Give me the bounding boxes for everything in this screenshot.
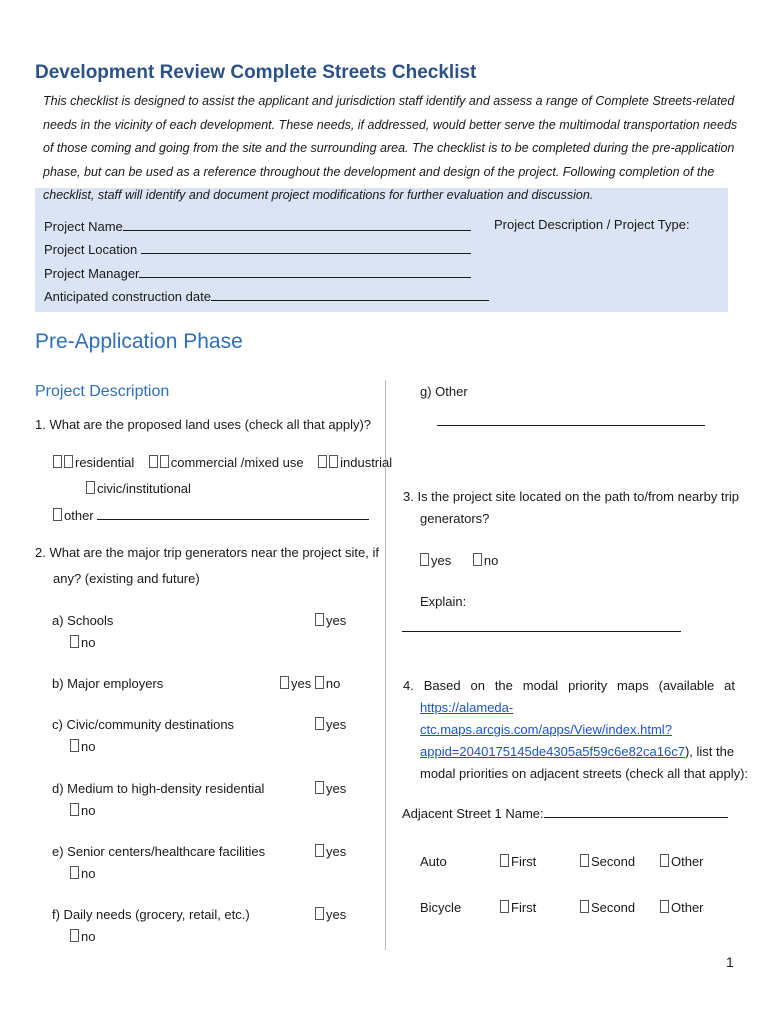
other-label: Other [671,900,704,915]
option-industrial[interactable] [318,455,392,470]
mode-name: Bicycle [420,900,462,915]
modal-map-link[interactable]: appid=2040175145de4305a5f59c6e82ca16c7 [420,744,685,759]
q4-line: modal priorities on adjacent streets (check all that apply): [420,766,749,781]
yes-option[interactable] [280,676,311,691]
section-title: Pre-Application Phase [35,330,243,353]
checkbox[interactable] [53,508,62,521]
checkbox[interactable] [315,781,324,794]
option-label: civic/institutional [97,481,191,496]
trip-generator-item [52,904,250,948]
q4-tail: ), list the [684,744,735,759]
trip-generator-item [52,610,113,654]
q4-line [403,675,735,697]
question-2 [35,542,379,590]
checkbox[interactable] [580,854,589,867]
q2-line: 2. What are the major trip generators near the project site, if [35,545,379,560]
checkbox[interactable] [329,455,338,468]
item-label: e) Senior centers/healthcare facilities [52,844,266,859]
intro-paragraph [43,90,738,208]
checkbox[interactable] [420,553,429,566]
no-option[interactable] [473,553,498,568]
yes-label: yes [431,553,452,568]
other-generator-line[interactable] [437,425,705,426]
question-1: 1. What are the proposed land uses (check all that apply)? [35,417,372,432]
yes-option[interactable] [315,610,346,632]
no-label: no [81,635,96,650]
first-label: First [511,854,537,869]
q4-word: priority [568,678,608,693]
option-residential[interactable] [53,455,134,470]
no-label: no [81,739,96,754]
checkbox[interactable] [318,455,327,468]
checkbox[interactable] [315,907,324,920]
modal-map-link[interactable]: https://alameda- [420,700,514,715]
first-option[interactable] [500,897,536,919]
construction-date-field[interactable] [44,287,489,304]
subsection-title: Project Description [35,383,170,400]
project-name-label: Project Name [44,219,123,234]
yes-label: yes [326,781,347,796]
item-label: d) Medium to high-density residential [52,781,265,796]
no-option[interactable] [52,632,113,654]
option-civic[interactable] [86,478,191,500]
adjacent-street-field[interactable] [402,803,728,825]
no-option[interactable] [52,926,250,948]
explain-line[interactable] [402,631,681,632]
checkbox[interactable] [315,676,324,689]
item-label: c) Civic/community destinations [52,717,235,732]
no-label: no [325,676,341,691]
project-location-label: Project Location [44,242,138,257]
q4-word: (available [658,678,715,693]
project-name-field[interactable] [44,217,471,234]
q1-options-row [53,452,392,474]
trip-generator-item [52,673,163,695]
option-label: other [64,508,94,523]
adjacent-street-label: Adjacent Street 1 Name: [402,806,544,821]
project-description-label: Project Description / Project Type: [494,217,690,232]
no-label: no [483,553,499,568]
explain-label: Explain: [420,594,467,609]
option-commercial[interactable] [149,455,304,470]
adjacent-street-line[interactable] [544,804,728,818]
other-label: Other [671,854,704,869]
q3-yes-no [420,550,498,572]
project-manager-line[interactable] [139,264,471,278]
checkbox[interactable] [315,717,324,730]
yes-label: yes [326,844,347,859]
checkbox[interactable] [500,900,509,913]
no-option[interactable] [52,863,265,885]
question-3 [403,486,739,530]
yes-option[interactable] [315,841,346,863]
q3-line: generators? [420,511,490,526]
checkbox[interactable] [149,455,158,468]
question-4 [403,675,749,785]
q4-word: Based [423,678,461,693]
other-option[interactable] [660,851,704,873]
intro-line: needs in the vicinity of each development. These needs, if addressed, would better serve the multimodal transportation needs [43,117,738,132]
checkbox[interactable] [70,929,79,942]
project-name-line[interactable] [123,217,471,231]
intro-line: This checklist is designed to assist the applicant and jurisdiction staff identify and assess a range of Complete Streets-related [43,94,735,108]
item-label: f) Daily needs (grocery, retail, etc.) [52,907,250,922]
checkbox[interactable] [64,455,73,468]
project-manager-label: Project Manager [44,266,140,281]
other-generator-label: g) Other [420,384,468,399]
yes-no-options [280,673,340,695]
q4-word: on [470,678,485,693]
q4-word: maps [616,678,649,693]
no-label: no [81,803,96,818]
yes-option[interactable] [315,904,346,926]
construction-date-line[interactable] [211,287,489,301]
checkbox[interactable] [53,455,62,468]
yes-option[interactable] [315,778,346,800]
document-title: Development Review Complete Streets Checklist [35,62,477,83]
checkbox[interactable] [473,553,482,566]
no-option[interactable] [315,676,340,691]
q4-word: 4. [403,678,414,693]
second-label: Second [591,900,636,915]
other-option[interactable] [660,897,704,919]
yes-label: yes [326,717,347,732]
checkbox[interactable] [70,803,79,816]
checkbox[interactable] [660,900,669,913]
no-label: no [81,866,96,881]
first-label: First [511,900,537,915]
checkbox[interactable] [70,866,79,879]
q4-word: the [494,678,513,693]
checkbox[interactable] [70,739,79,752]
item-label: b) Major employers [52,676,164,691]
q3-line: 3. Is the project site located on the path to/from nearby trip [403,489,740,504]
project-manager-field[interactable] [44,264,471,281]
second-label: Second [591,854,636,869]
checkbox[interactable] [86,481,95,494]
checkbox[interactable] [315,613,324,626]
checkbox[interactable] [160,455,169,468]
intro-line: of those coming and going from the site and the surrounding area. The checklist is to be completed during the pre-application [43,141,735,155]
checkbox[interactable] [580,900,589,913]
other-line[interactable] [97,506,369,520]
project-location-line[interactable] [141,240,471,254]
q4-word: at [724,678,735,693]
trip-generator-item [52,841,265,885]
yes-label: yes [291,676,312,691]
checkbox[interactable] [70,635,79,648]
no-option[interactable] [52,800,264,822]
checkbox[interactable] [500,854,509,867]
checkbox[interactable] [315,844,324,857]
option-label: industrial [340,455,393,470]
option-label: commercial /mixed use [170,455,304,470]
page-number: 1 [726,954,734,970]
yes-label: yes [326,613,347,628]
yes-option[interactable] [420,553,451,568]
modal-map-link[interactable]: ctc.maps.arcgis.com/apps/View/index.html? [420,722,672,737]
mode-name: Auto [420,854,447,869]
second-option[interactable] [580,851,635,873]
intro-line: checklist, staff will identify and document project modifications for further evaluation and discussion. [43,188,594,202]
no-option[interactable] [52,736,234,758]
checkbox[interactable] [660,854,669,867]
item-label: a) Schools [52,613,114,628]
checkbox[interactable] [280,676,289,689]
project-location-field[interactable] [44,240,471,257]
trip-generator-item [52,778,264,822]
q4-word: modal [522,678,559,693]
second-option[interactable] [580,897,635,919]
q2-line: any? (existing and future) [53,571,200,586]
trip-generator-item [52,714,234,758]
option-label: residential [75,455,135,470]
option-other[interactable] [53,505,369,527]
construction-date-label: Anticipated construction date [44,289,211,304]
yes-label: yes [326,907,347,922]
intro-line: phase, but can be used as a reference throughout the development and design of the project. Following completion of the [43,164,715,179]
yes-option[interactable] [315,714,346,736]
no-label: no [81,929,96,944]
first-option[interactable] [500,851,536,873]
